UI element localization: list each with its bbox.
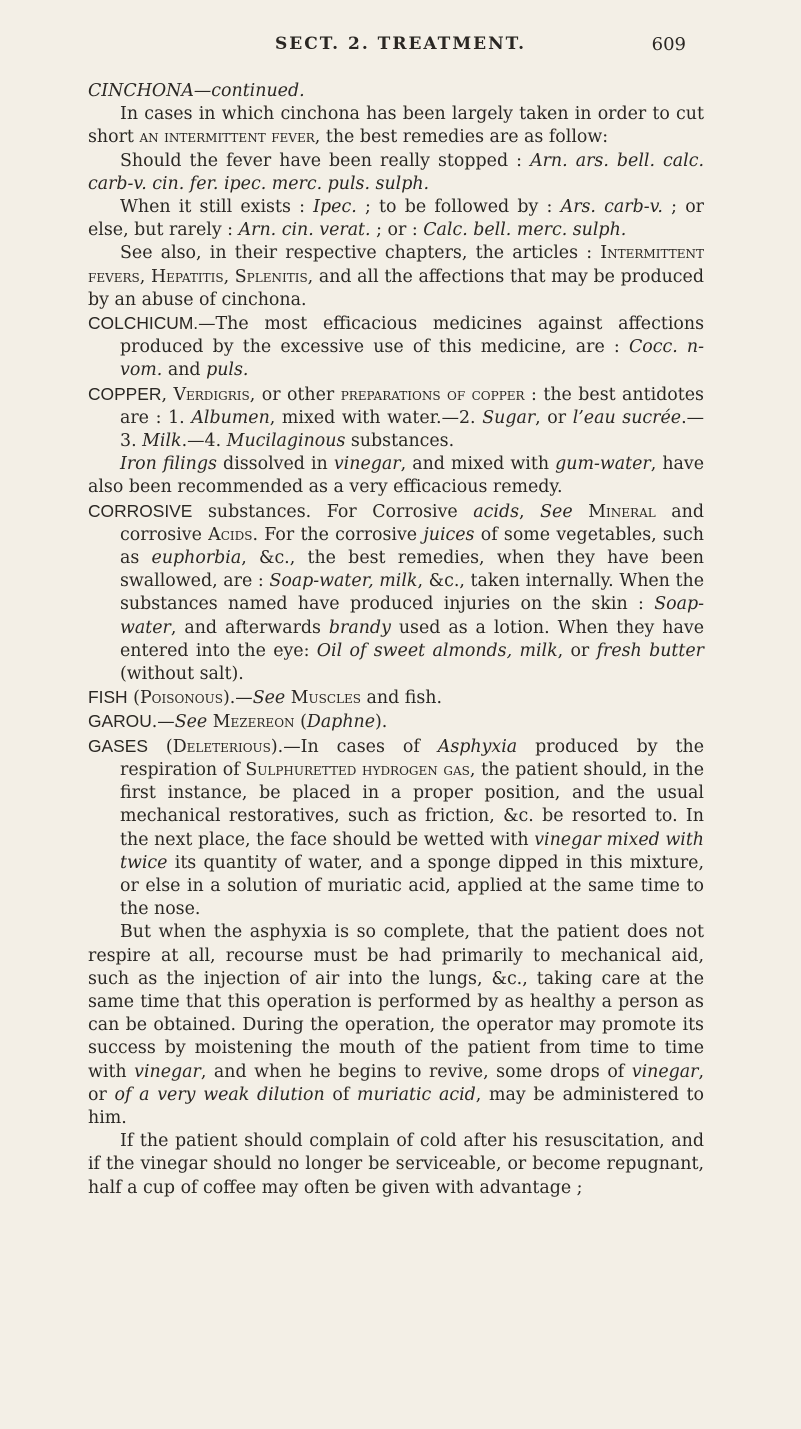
dictionary-entry: [88, 312, 704, 383]
italic-text: Iron filings: [120, 454, 217, 475]
italic-text: Soap-water, milk: [269, 571, 418, 592]
italic-text: Cocc. n-vom.: [120, 337, 704, 381]
text-run: But when the asphyxia is so complete, that the patient does not respire at all, recourse must be had primarily to mechanical aid, such as the injection of air into the lungs, &c., taking care at the same time that this operation is performed by as healthy a person as can be obtained. During the operation, the operator may promote its success by moistening the mouth of the patient from time to time with: [88, 922, 704, 1082]
text-run: , have also been recommended as a very efficacious remedy.: [88, 454, 705, 498]
body-text: [88, 80, 704, 1200]
italic-text: brandy: [328, 617, 391, 638]
italic-text: fresh butter: [596, 640, 704, 661]
dictionary-entry: [88, 735, 704, 922]
text-run: If the patient should complain of cold after his resuscitation, and if the vinegar should no longer be serviceable, or become repugnant, half a cup of coffee may often be given with advantage ;: [88, 1131, 704, 1198]
small-caps-text: Muscles: [290, 688, 361, 709]
text-run: ).: [375, 712, 388, 733]
small-caps-text: Splenitis: [234, 266, 308, 287]
italic-text: Milk: [142, 431, 182, 452]
entry-heading: COPPER: [88, 383, 162, 404]
text-run: ,: [139, 266, 151, 287]
text-run: , or: [557, 640, 597, 661]
entry-heading: FISH: [88, 687, 128, 708]
dictionary-entry: [88, 686, 704, 710]
text-run: (without salt).: [120, 664, 244, 685]
text-run: ,: [223, 266, 235, 287]
running-header: [0, 30, 801, 62]
text-run: , or other: [249, 384, 341, 405]
italic-text: vinegar mixed with twice: [120, 829, 705, 873]
italic-text: See: [252, 688, 286, 709]
text-run: , and afterwards: [170, 617, 329, 638]
small-caps-text: Hepatitis: [150, 266, 224, 287]
text-run: See also, in their respective chapters, the articles :: [120, 243, 601, 264]
italic-text: Calc. bell. merc. sulph.: [423, 220, 627, 241]
small-caps-text: Mineral: [588, 501, 656, 522]
paragraph: [88, 196, 704, 242]
text-run: . For the corrosive: [252, 524, 424, 545]
italic-text: Oil of sweet almonds, milk: [316, 640, 558, 661]
text-run: : the best antidotes are : 1.: [120, 384, 704, 428]
text-run: produced by the respiration of: [120, 736, 704, 780]
paragraph: [88, 103, 704, 149]
small-caps-text: Deleterious: [172, 736, 271, 757]
paragraph: [88, 242, 704, 312]
header-title: SECT. 2. TREATMENT.: [274, 34, 527, 54]
text-run: substances. For Corrosive: [192, 501, 474, 522]
entry-heading: COLCHICUM.: [88, 313, 199, 334]
small-caps-text: Sulphuretted hydrogen gas: [245, 759, 470, 780]
italic-text: of a very weak dilution: [114, 1084, 325, 1105]
text-run: , the best remedies are as follow:: [314, 127, 609, 148]
italic-text: See: [540, 501, 573, 522]
text-run: its quantity of water, and a sponge dipped in this mixture, or else in a solution of muriatic acid, applied at the same time to the nose.: [120, 852, 704, 920]
text-run: (: [294, 712, 307, 733]
text-run: , mixed with water.—2.: [269, 407, 483, 428]
text-run: and corrosive: [120, 501, 704, 545]
small-caps-text: Mezereon: [212, 712, 295, 733]
italic-text: gum-water: [555, 454, 651, 475]
paragraph: [88, 80, 704, 103]
small-caps-text: preparations of copper: [340, 384, 525, 405]
text-run: and fish.: [361, 688, 443, 709]
text-run: .—4.: [181, 431, 227, 452]
italic-text: muriatic acid: [357, 1084, 476, 1105]
dictionary-entry: [88, 383, 704, 454]
text-run: —The most efficacious medicines against affections produced by the excessive use of this medicine, are :: [120, 314, 704, 358]
italic-text: Arn. cin. verat.: [238, 220, 371, 241]
italic-text: vinegar: [631, 1061, 699, 1082]
entry-heading: CORROSIVE: [88, 500, 193, 521]
text-run: ; or else, but rarely :: [88, 197, 704, 241]
italic-text: juices: [423, 524, 475, 545]
text-run: , and all the affections that may be produced by an abuse of cinchona.: [88, 266, 704, 310]
italic-text: CINCHONA—continued.: [88, 81, 305, 101]
italic-text: Soap-water: [120, 594, 704, 638]
text-run: , the patient should, in the first instance, be placed in a proper position, and the usual mechanical restoratives, such as friction, &c. be resorted to. In the next place, the face should be wetted with: [120, 759, 704, 850]
text-run: .—3.: [120, 407, 704, 452]
text-run: , or: [535, 407, 573, 428]
text-run: , may be administered to him.: [88, 1084, 705, 1128]
text-run: ).—: [222, 688, 253, 709]
italic-text: Albumen: [191, 407, 270, 428]
text-run: ,: [519, 501, 541, 522]
entry-heading: GAROU: [88, 711, 152, 732]
italic-text: Daphne: [306, 712, 376, 733]
text-run: When it still exists :: [120, 197, 314, 218]
italic-text: vinegar: [333, 454, 401, 475]
italic-text: euphorbia: [151, 548, 242, 569]
text-run: ,: [161, 384, 174, 405]
italic-text: acids: [473, 501, 520, 522]
italic-text: Arn. ars. bell. calc. carb-v. cin. fer. ipec. merc. puls. sulph.: [88, 150, 704, 194]
small-caps-text: an intermittent fever: [139, 127, 315, 148]
text-run: ; or :: [370, 220, 424, 241]
text-run: In cases in which cinchona has been largely taken in order to cut short: [88, 104, 704, 148]
italic-text: Ipec.: [313, 197, 357, 218]
paragraph: [88, 150, 704, 196]
text-run: (: [127, 688, 140, 709]
italic-text: Sugar: [482, 407, 536, 428]
text-run: .—: [151, 712, 175, 733]
text-run: , and when he begins to revive, some drops of: [200, 1061, 632, 1082]
italic-text: l’eau sucrée: [572, 407, 682, 428]
text-run: dissolved in: [216, 454, 334, 475]
italic-text: Mucilaginous: [226, 431, 346, 452]
entry-heading: GASES: [88, 735, 148, 756]
text-run: [573, 502, 589, 522]
text-run: ).—In cases of: [270, 736, 438, 757]
text-run: of: [324, 1084, 358, 1105]
small-caps-text: Verdigris: [173, 384, 250, 405]
paragraph: [88, 453, 704, 499]
text-run: and: [162, 360, 207, 381]
text-run: of some vegetables, such as: [120, 524, 704, 569]
text-run: , or: [88, 1061, 704, 1105]
italic-text: vinegar: [134, 1061, 201, 1082]
text-run: substances.: [345, 431, 455, 452]
text-run: used as a lotion. When they have entered into the eye:: [120, 617, 704, 661]
text-run: Should the fever have been really stopped :: [120, 150, 531, 171]
text-run: , &c., taken internally. When the substances named have produced injuries on the skin :: [120, 571, 705, 615]
small-caps-text: Acids: [208, 524, 253, 545]
paragraph: [88, 921, 704, 1130]
italic-text: Ars. carb-v.: [560, 197, 663, 218]
paragraph: [88, 1130, 704, 1200]
small-caps-text: Poisonous: [139, 688, 223, 709]
page-number: 609: [651, 34, 686, 55]
small-caps-text: Intermittent fevers: [88, 243, 704, 287]
text-run: , &c., the best remedies, when they have been swallowed, are :: [120, 548, 704, 592]
dictionary-entry: [88, 500, 704, 687]
text-run: ; to be followed by :: [356, 197, 561, 218]
text-run: (: [147, 736, 173, 757]
dictionary-entry: [88, 710, 704, 734]
text-run: , and mixed with: [400, 454, 556, 475]
italic-text: Asphyxia: [437, 736, 518, 757]
italic-text: puls.: [206, 360, 249, 381]
italic-text: See: [174, 712, 208, 733]
